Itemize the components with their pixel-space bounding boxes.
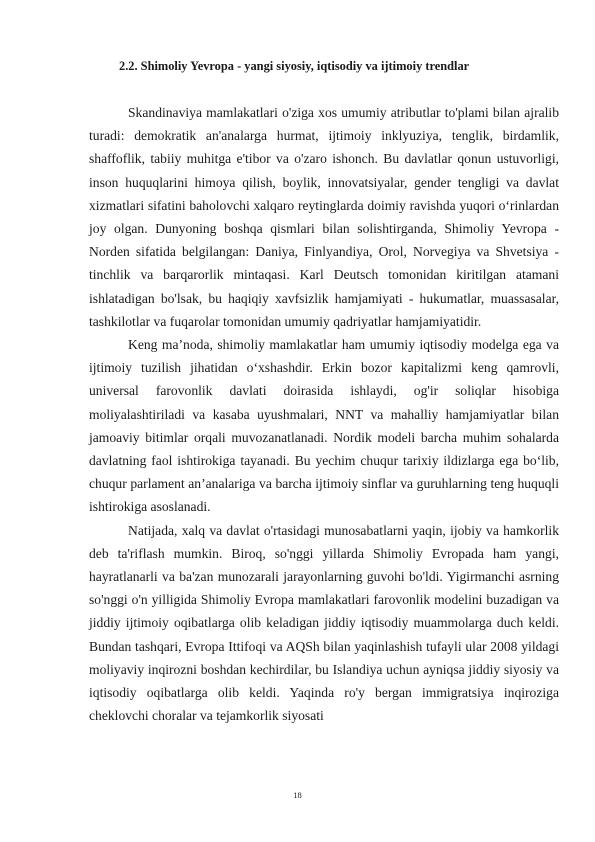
section-heading: 2.2. Shimoliy Yevropa - yangi siyosiy, iqtisodiy va ijtimoiy trendlar bbox=[119, 59, 470, 73]
paragraph-1: Skandinaviya mamlakatlari o'ziga xos umumiy atributlar to'plami bilan ajralib turadi: demokratik an'analarga hurmat, ijtimoiy inklyuziya, tenglik, birdamlik, shaffoflik, tabiiy muhitga e'tibor va o'zaro ishonch. Bu davlatlar qonun ustuvorligi, inson huquqlarini himoya qilish, boylik, innovatsiyalar, gender tengligi va davlat xizmatlari sifatini baholovchi xalqaro reytinglarda doimiy ravishda yuqori o‘rinlardan joy olgan. Dunyoning boshqa qismlari bilan solishtirganda, Shimoliy Yevropa - Norden sifatida belgilangan: Daniya, Finlyandiya, Orol, Norvegiya va Shvetsiya - tinchlik va barqarorlik mintaqasi. Karl Deutsch tomonidan kiritilgan atamani ishlatadigan bo'lsak, bu haqiqiy xavfsizlik hamjamiyati - hukumatlar, muassasalar, tashkilotlar va fuqarolar tomonidan umumiy qadriyatlar hamjamiyatidir. bbox=[89, 105, 559, 329]
paragraph-3: Natijada, xalq va davlat o'rtasidagi munosabatlarni yaqin, ijobiy va hamkorlik deb ta'riflash mumkin. Biroq, so'nggi yillarda Shimoliy Evropada ham yangi, hayratlanarli va ba'zan munozarali jarayonlarning guvohi bo'ldi. Yigirmanchi asrning so'nggi o'n yilligida Shimoliy Evropa mamlakatlari farovonlik modelini buzadigan va jiddiy ijtimoiy oqibatlarga olib keladigan jiddiy iqtisodiy muammolarga duch keldi. Bundan tashqari, Evropa Ittifoqi va AQSh bilan yaqinlashish tufayli ular 2008 yildagi moliyaviy inqirozni boshdan kechirdilar, bu Islandiya uchun ayniqsa jiddiy siyosiy va iqtisodiy oqibatlarga olib keldi. Yaqinda ro'y bergan immigratsiya inqiroziga cheklovchi choralar va tejamkorlik siyosati bbox=[89, 522, 559, 724]
body-text bbox=[89, 101, 559, 727]
paragraph-2: Keng ma’noda, shimoliy mamlakatlar ham umumiy iqtisodiy modelga ega va ijtimoiy tuzilish jihatidan o‘xshashdir. Erkin bozor kapitalizmi keng qamrovli, universal farovonlik davlati doirasida ishlaydi, og'ir soliqlar hisobiga moliyalashtiriladi va kasaba uyushmalari, NNT va mahalliy hamjamiyatlar bilan jamoaviy bitimlar orqali muvozanatlanadi. Nordik modeli barcha muhim sohalarda davlatning faol ishtirokiga tayanadi. Bu yechim chuqur tarixiy ildizlarga ega bo‘lib, chuqur parlament an’analariga va barcha ijtimoiy sinflar va guruhlarning teng huquqli ishtirokiga asoslanadi. bbox=[89, 337, 559, 515]
page-number: 18 bbox=[293, 790, 302, 800]
